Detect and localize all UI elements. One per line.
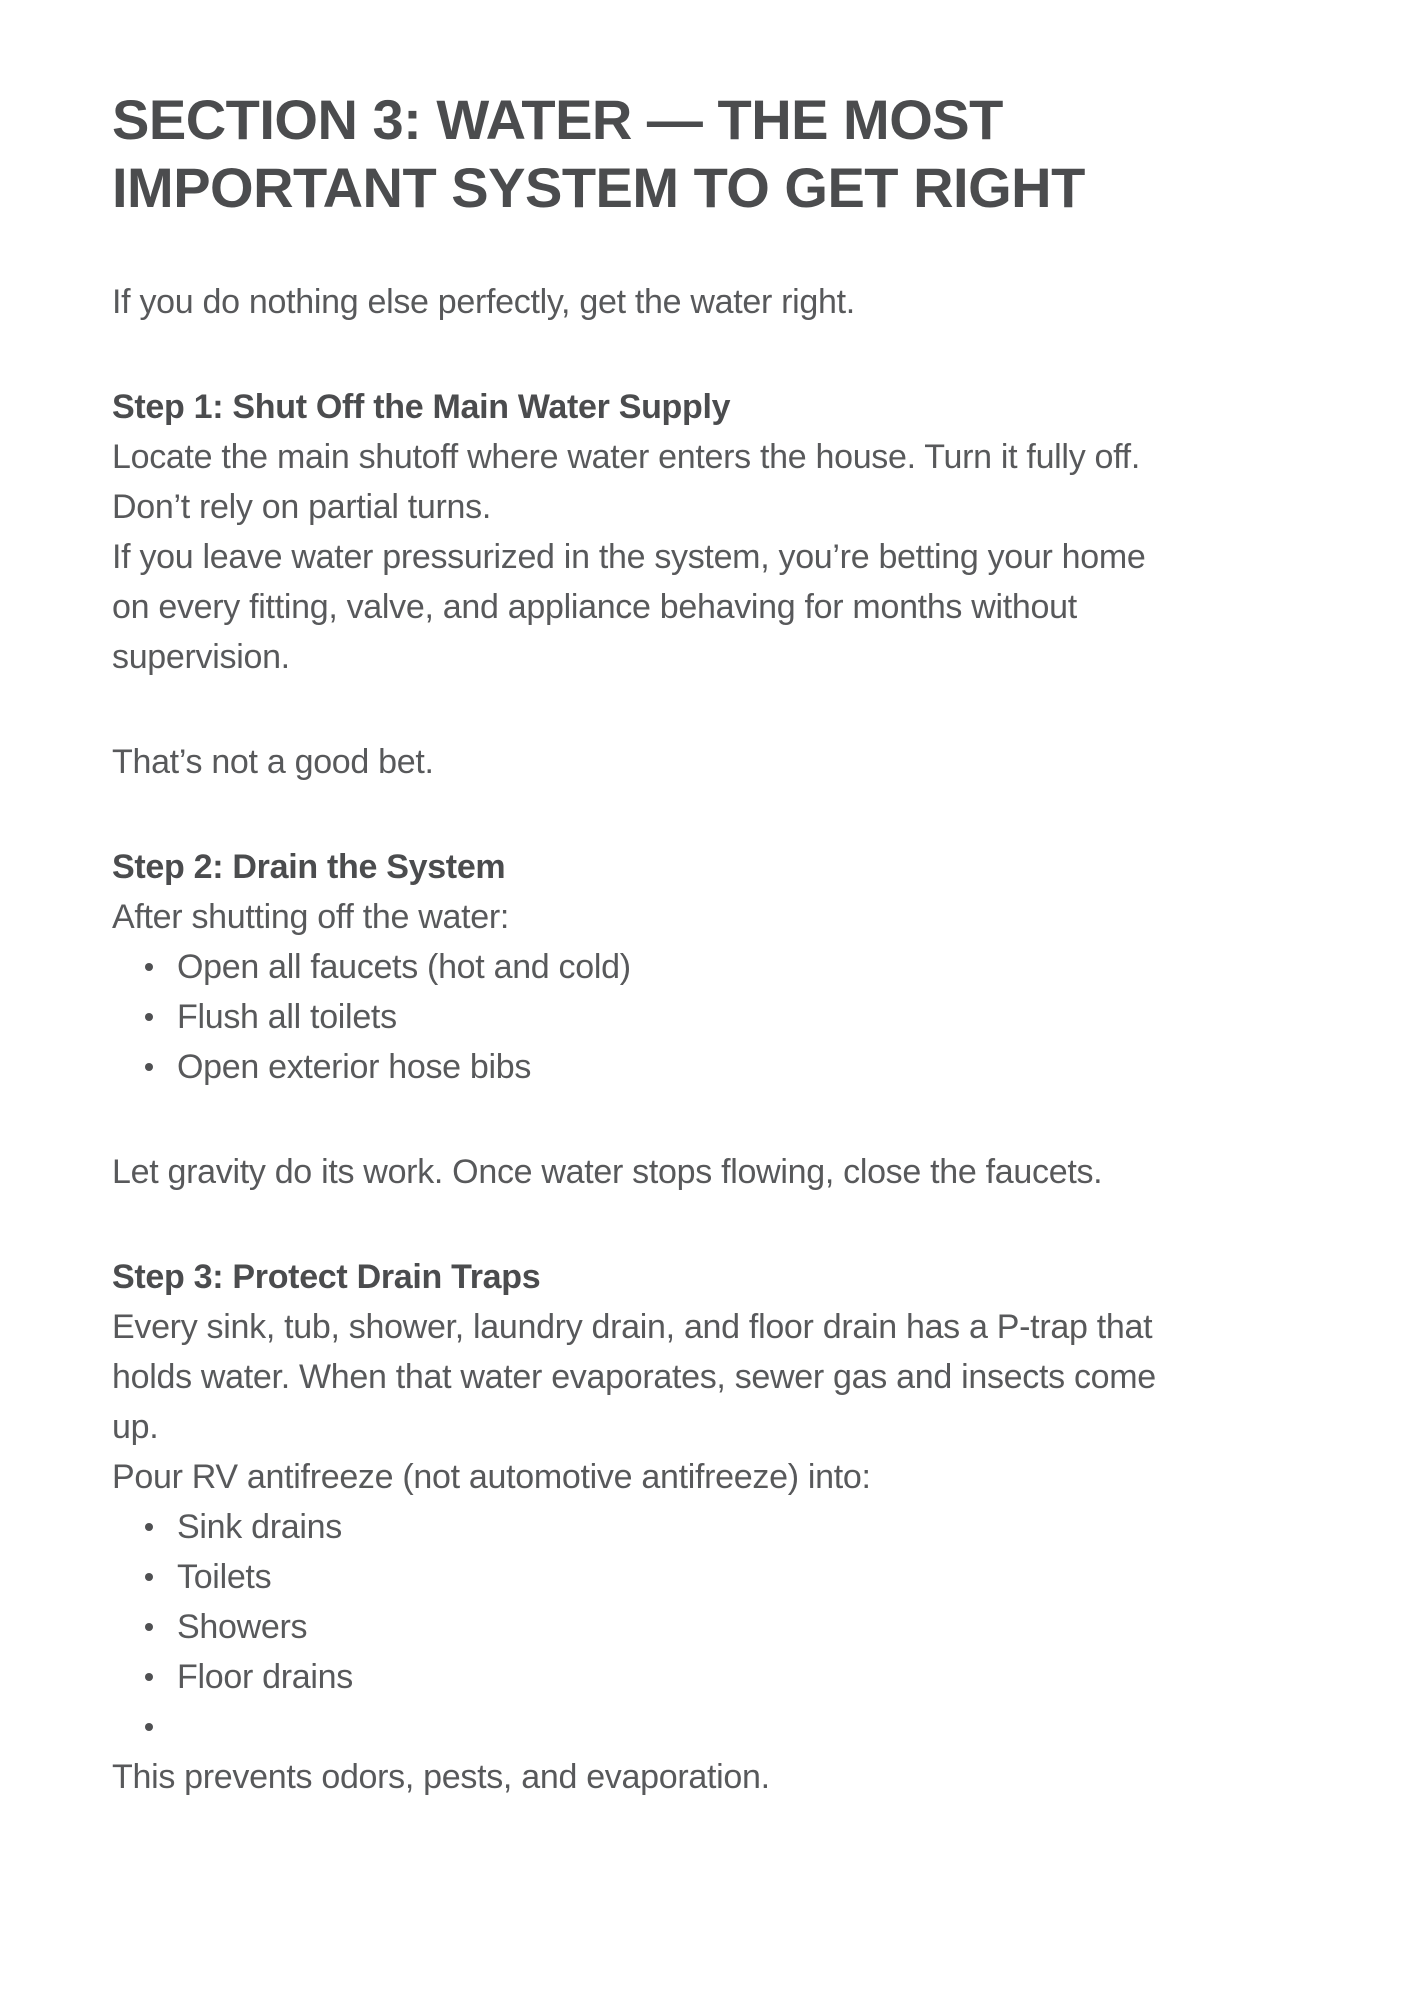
bullet-list: [112, 942, 1314, 1092]
paragraph-line: up.: [112, 1408, 159, 1446]
bullet-dot-icon: [145, 1573, 153, 1581]
bullet-item: [112, 1502, 1314, 1552]
bullet-text: Flush all toilets: [177, 998, 397, 1036]
bullet-dot-icon: [145, 1723, 153, 1731]
paragraph-line: If you leave water pressurized in the system, you’re betting your home: [112, 538, 1146, 576]
paragraph-block: [112, 1147, 1314, 1197]
bullet-item: [112, 1552, 1314, 1602]
paragraph-line: After shutting off the water:: [112, 898, 510, 936]
step-block: [112, 382, 1314, 682]
bullet-dot-icon: [145, 1673, 153, 1681]
bullet-dot-icon: [145, 963, 153, 971]
step-title: Step 2: Drain the System: [112, 848, 506, 886]
bullet-text: Open all faucets (hot and cold): [177, 948, 631, 986]
document-title-line: SECTION 3: WATER — THE MOST: [112, 88, 1003, 151]
paragraph-line: If you do nothing else perfectly, get the water right.: [112, 283, 855, 321]
bullet-text: Sink drains: [177, 1508, 342, 1546]
paragraph-line: on every fitting, valve, and appliance behaving for months without: [112, 588, 1077, 626]
bullet-text: Showers: [177, 1608, 308, 1646]
bullet-list: [112, 1502, 1314, 1752]
paragraph-line: Don’t rely on partial turns.: [112, 488, 491, 526]
bullet-text: Floor drains: [177, 1658, 353, 1696]
step-block: [112, 842, 1314, 1092]
bullet-dot-icon: [145, 1523, 153, 1531]
document-title-line: IMPORTANT SYSTEM TO GET RIGHT: [112, 156, 1085, 219]
bullet-dot-icon: [145, 1063, 153, 1071]
document-body: [112, 86, 1314, 1802]
bullet-item: [112, 1702, 1314, 1752]
paragraph-line: That’s not a good bet.: [112, 743, 434, 781]
bullet-text: Toilets: [177, 1558, 272, 1596]
paragraph-line: Every sink, tub, shower, laundry drain, and floor drain has a P-trap that: [112, 1308, 1153, 1346]
bullet-item: [112, 992, 1314, 1042]
heading-block: [112, 86, 1314, 222]
bullet-item: [112, 1652, 1314, 1702]
bullet-dot-icon: [145, 1623, 153, 1631]
paragraph-line: Let gravity do its work. Once water stops flowing, close the faucets.: [112, 1153, 1103, 1191]
paragraph-block: [112, 277, 1314, 327]
paragraph-line: holds water. When that water evaporates, sewer gas and insects come: [112, 1358, 1156, 1396]
paragraph-line: This prevents odors, pests, and evaporation.: [112, 1758, 770, 1796]
paragraph-line: Locate the main shutoff where water enters the house. Turn it fully off.: [112, 438, 1140, 476]
bullet-item: [112, 942, 1314, 992]
step-title: Step 3: Protect Drain Traps: [112, 1258, 541, 1296]
paragraph-line: Pour RV antifreeze (not automotive antifreeze) into:: [112, 1458, 871, 1496]
bullet-item: [112, 1042, 1314, 1092]
bullet-dot-icon: [145, 1013, 153, 1021]
bullet-text: Open exterior hose bibs: [177, 1048, 532, 1086]
bullet-item: [112, 1602, 1314, 1652]
step-title: Step 1: Shut Off the Main Water Supply: [112, 388, 731, 426]
paragraph-block: [112, 737, 1314, 787]
step-block: [112, 1252, 1314, 1802]
paragraph-line: supervision.: [112, 638, 290, 676]
